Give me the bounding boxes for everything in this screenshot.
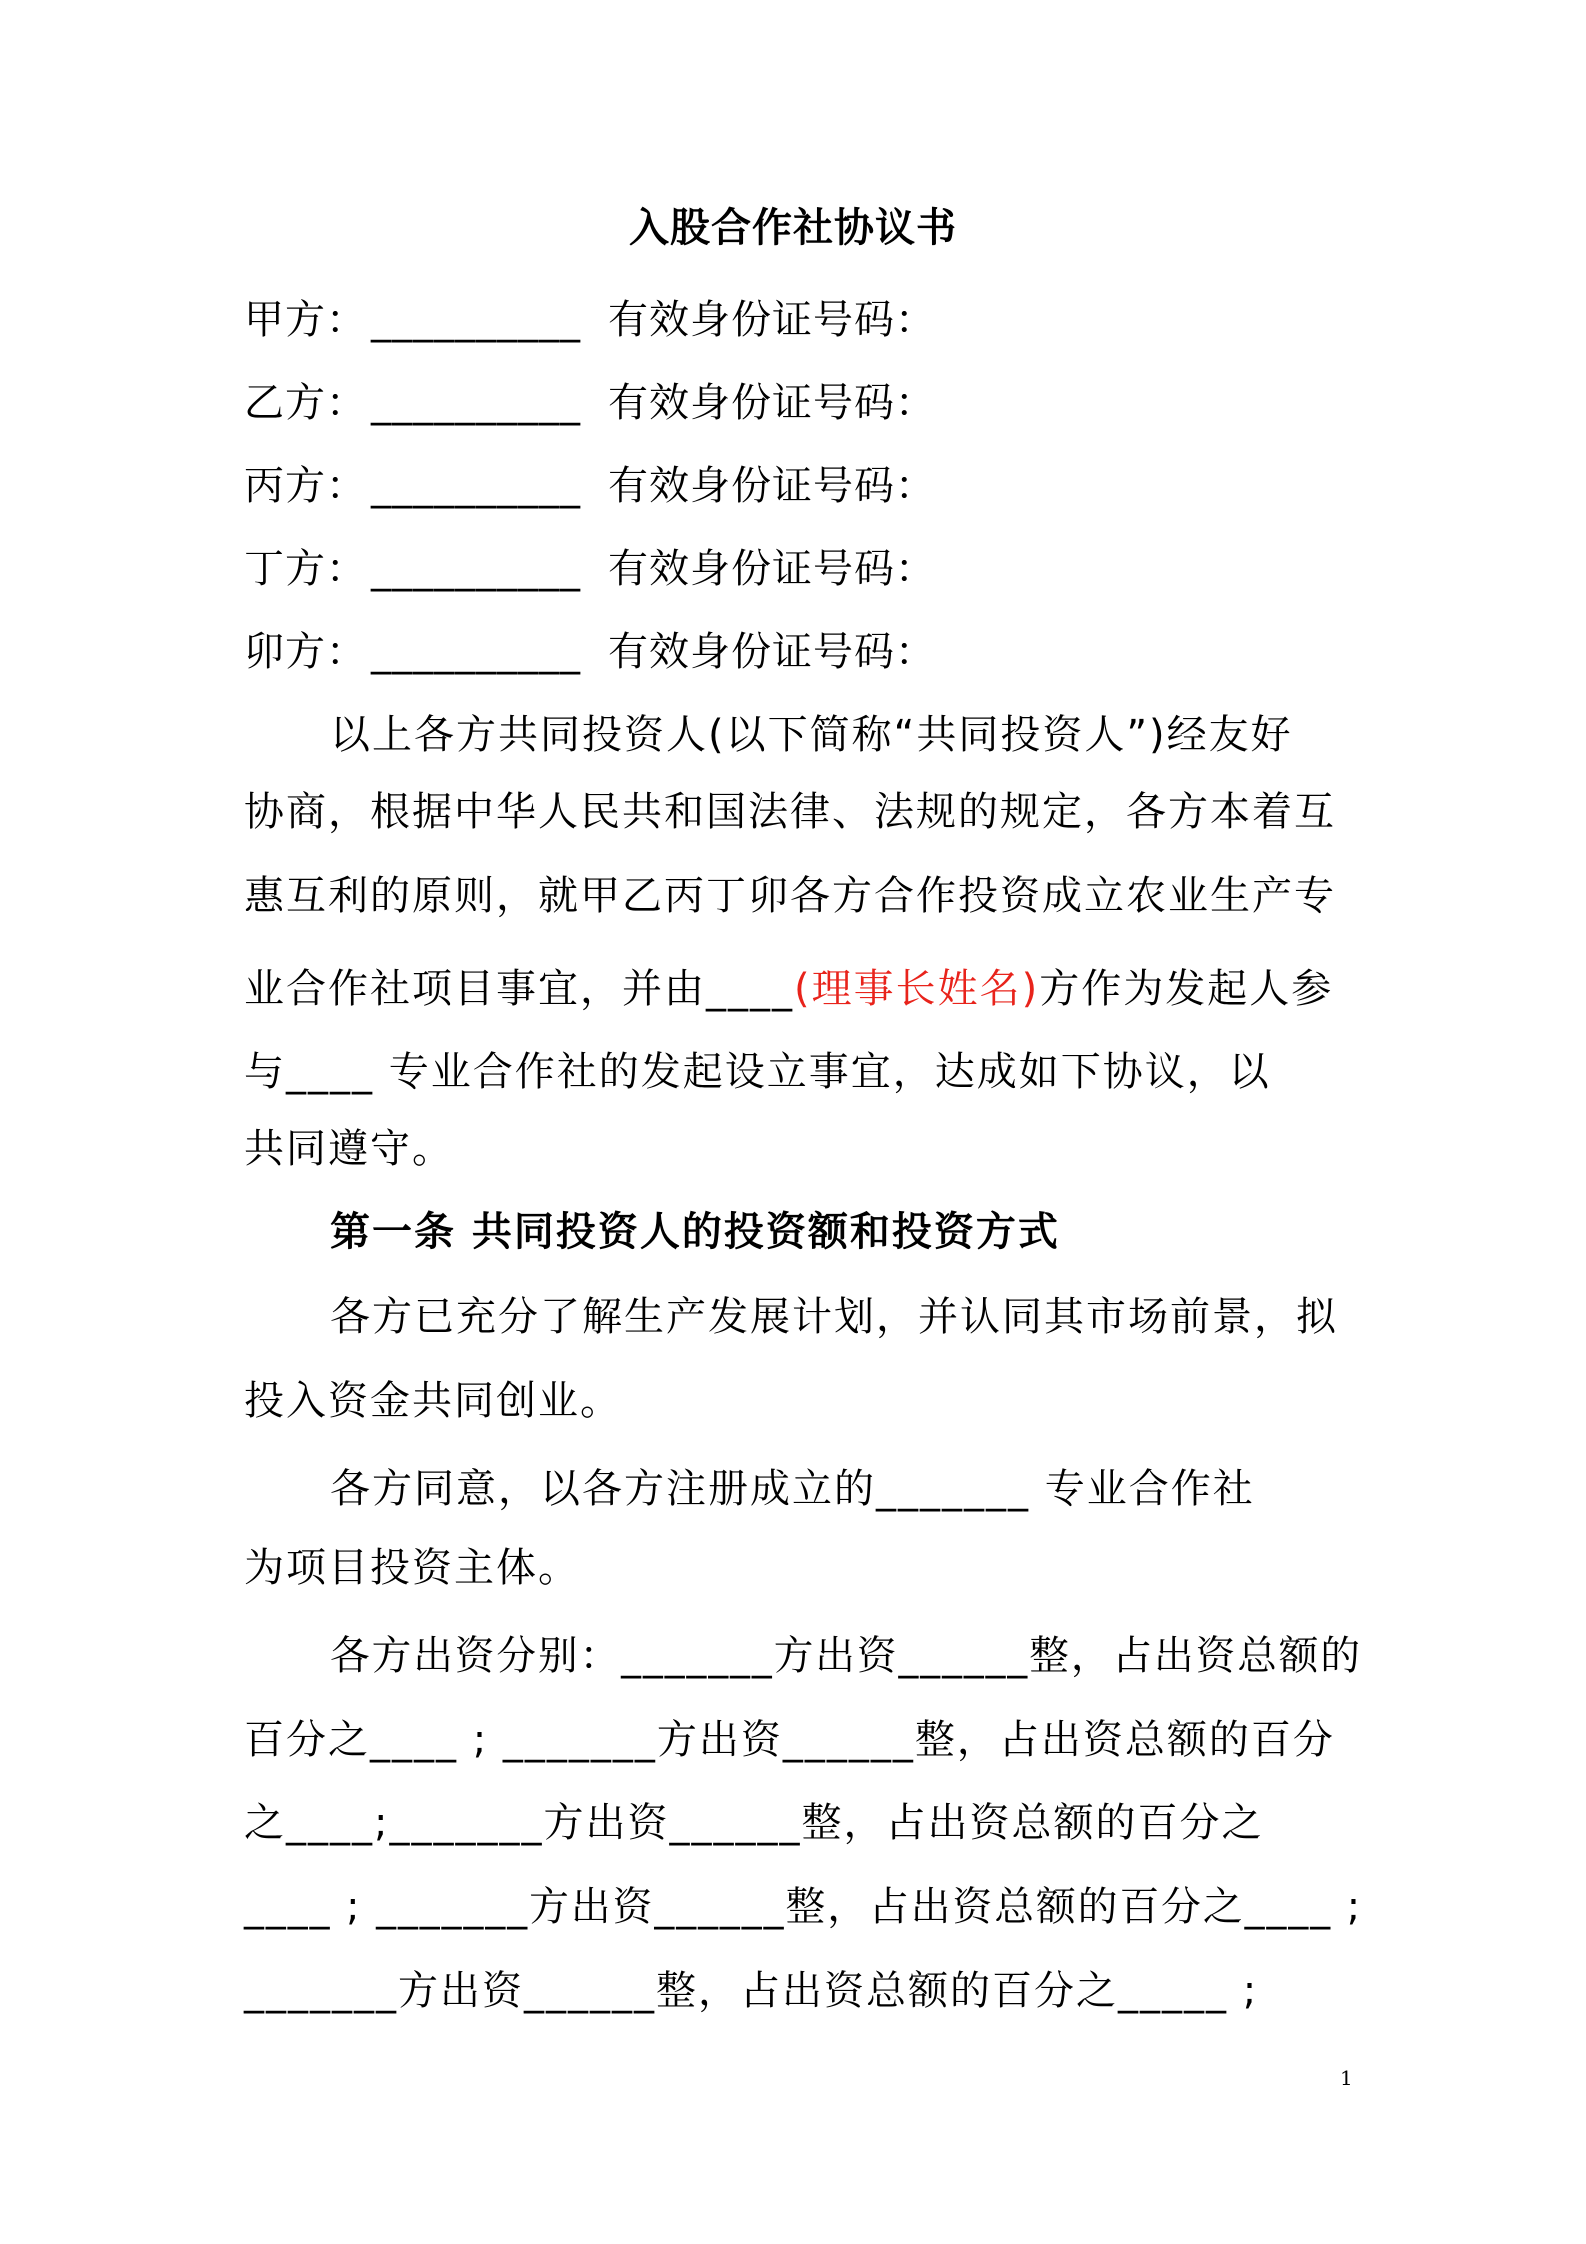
party-row-mao [244, 627, 936, 677]
page-number: 1 [1340, 2066, 1353, 2090]
party-name-blank: __________ [371, 629, 581, 675]
intro-line-6: 共同遵守。 [244, 1126, 454, 1172]
article-1-p2-line-1: 各方同意，以各方注册成立的_______ 专业合作社 [330, 1466, 1255, 1512]
party-id-label: 有效身份证号码： [608, 546, 936, 592]
article-1-p2-line-2: 为项目投资主体。 [244, 1545, 580, 1591]
party-label: 甲方： [244, 297, 367, 343]
party-label: 丁方： [244, 546, 367, 592]
party-id-label: 有效身份证号码： [608, 380, 936, 426]
party-row-jia [244, 295, 936, 345]
party-row-yi [244, 378, 936, 428]
intro-line-2: 协商，根据中华人民共和国法律、法规的规定，各方本着互 [244, 789, 1336, 835]
chairman-name-placeholder: (理事长姓名) [794, 966, 1040, 1012]
intro-line-4-start: 业合作社项目事宜，并由____ [244, 966, 794, 1012]
article-1-p3-line-4: ____ ; _______方出资______整，占出资总额的百分之____ ; [244, 1884, 1363, 1930]
party-name-blank: __________ [371, 297, 581, 343]
article-1-p3-line-3: 之____;_______方出资______整，占出资总额的百分之 [244, 1800, 1264, 1846]
party-id-label: 有效身份证号码： [608, 463, 936, 509]
party-label: 卯方： [244, 629, 367, 675]
party-name-blank: __________ [371, 463, 581, 509]
party-id-label: 有效身份证号码： [608, 629, 936, 675]
article-1-p3-line-5: _______方出资______整，占出资总额的百分之_____ ; [244, 1968, 1259, 2014]
party-name-blank: __________ [371, 380, 581, 426]
intro-line-1: 以上各方共同投资人(以下简称“共同投资人”)经友好 [330, 712, 1293, 758]
party-label: 乙方： [244, 380, 367, 426]
article-1-p3-line-2: 百分之____ ; _______方出资______整，占出资总额的百分 [244, 1717, 1335, 1763]
party-row-ding [244, 544, 936, 594]
article-1-heading: 第一条 共同投资人的投资额和投资方式 [330, 1209, 1060, 1255]
article-1-p1-line-2: 投入资金共同创业。 [244, 1378, 622, 1424]
intro-line-3: 惠互利的原则，就甲乙丙丁卯各方合作投资成立农业生产专 [244, 873, 1336, 919]
intro-line-4-end: 方作为发起人参 [1039, 966, 1334, 1012]
document-title: 入股合作社协议书 [629, 205, 957, 251]
article-1-p3-line-1: 各方出资分别：_______方出资______整，占出资总额的 [330, 1633, 1362, 1679]
party-name-blank: __________ [371, 546, 581, 592]
intro-line-4 [244, 964, 1333, 1014]
party-row-bing [244, 461, 936, 511]
intro-line-5: 与____ 专业合作社的发起设立事宜，达成如下协议，以 [244, 1049, 1271, 1095]
party-label: 丙方： [244, 463, 367, 509]
party-id-label: 有效身份证号码： [608, 297, 936, 343]
article-1-p1-line-1: 各方已充分了解生产发展计划，并认同其市场前景，拟 [330, 1294, 1338, 1340]
